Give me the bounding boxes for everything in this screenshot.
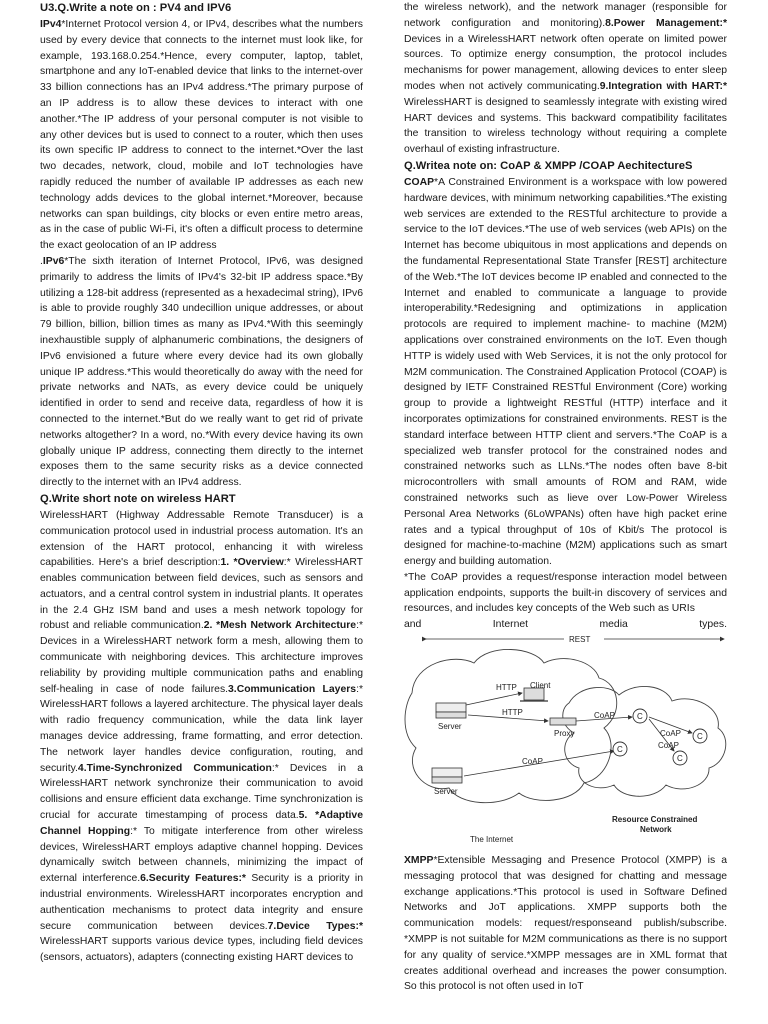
- hart-6-label: 6.Security Features:*: [140, 873, 246, 885]
- ipv6-paragraph: [40, 254, 363, 491]
- ipv6-text: *The sixth iteration of Internet Protocol, IPv6, was designed primarily to address the limits of IPv4's 32-bit IP address space.*By utilizing a 128-bit address (represented as a hexadecimal string), IPv6 is able to provide roughly 340 undecillion unique addresses, or about 79 billion, billion, billion times as many as IPv4.*With this seemingly inexhaustible supply of alphanumeric combinations, the designers of IPv6 envisioned a future where every device had its own globally unique IP address.*This would theoretically do away with the need for private networks and NATs, as every device could be uniquely identified in order to send and receive data, regardless of how it is connected to the internet.*But do we really want to get rid of private networks altogether? In a word, no.*With every device having its own globally unique IP address, connecting them directly to the internet exposes them to the same security risks as a device connected directly to the internet with an IPv4 address.: [40, 255, 363, 489]
- hart-7-text: WirelessHART supports various device types, including field devices (sensors, actuators), adapters (connecting existing HART devices to: [40, 936, 363, 964]
- label-node-c-1: C: [637, 712, 643, 722]
- hart-3-text: :* WirelessHART follows a layered architecture. The physical layer deals with radio frequency communication, while the data link layer manages device addressing, frame formatting, and error detection. The network layer handles device configuration, routing, and security.: [40, 683, 363, 774]
- hart-2-label: 2. *Mesh Network Architecture: [203, 620, 357, 632]
- label-coap-1: CoAP: [594, 711, 615, 721]
- hart-intro: WirelessHART (Highway Addressable Remote Transducer) is a communication protocol used in industrial process automation. It's an extension of the HART protocol, enhancing it with wireless capabilities. Here's a brief description:: [40, 509, 363, 569]
- coap-label: COAP: [404, 176, 435, 188]
- label-http-2: HTTP: [502, 708, 523, 718]
- hart-1-label: 1. *Overview: [220, 557, 284, 569]
- label-node-c-3: C: [677, 754, 683, 764]
- ipv6-prefix: .: [40, 255, 43, 267]
- coap-paragraph-2: [404, 570, 727, 617]
- label-http-1: HTTP: [496, 683, 517, 693]
- last-word-2: Internet: [492, 619, 529, 631]
- hart-8-text: Devices in a WirelessHART network often operate on limited power sources. To optimize energy consumption, the protocol includes mechanisms for power management, allowing devices to enter sleep modes when not actively communicating.: [404, 33, 727, 92]
- hart-6-text: Security is a priority in industrial environments. WirelessHART incorporates encryption and authentication mechanisms to protect data integrity and ensure secure communication between devices.: [40, 873, 363, 932]
- hart-9-text: WirelessHART is designed to seamlessly integrate with existing wired HART devices and systems. This backward compatibility facilitates the transition to wireless technology without requiring a complete overhaul of existing infrastructure.: [404, 96, 727, 156]
- hart-continued-text: the wireless network), and the network manager (responsible for network configuration and monitoring).: [404, 2, 727, 29]
- hart-1-text: :* WirelessHART enables communication between field devices, such as sensors and actuators, and a central control system in industrial plants. It operates in the 2.4 GHz ISM band and uses a mesh network topology for robust and reliable communication.: [40, 557, 364, 632]
- last-word-1: and: [404, 619, 422, 631]
- xmpp-label: XMPP: [404, 855, 434, 867]
- ipv6-label: IPv6: [42, 255, 65, 267]
- label-server-1: Server: [438, 722, 462, 732]
- right-column: [404, 0, 727, 995]
- heading-wireless-hart: Q.Write short note on wireless HART: [40, 492, 236, 505]
- coap-text-2: *The CoAP provides a request/response interaction model between application endpoints, supports the built-in discovery of services and resources, and includes key concepts of the Web such as URIs: [404, 571, 727, 615]
- hart-2-text: :* Devices in a WirelessHART network form a mesh, allowing them to communicate with neighboring devices. This architecture improves reliability by providing multiple communication paths and enabling self-healing in case of node failures.: [40, 620, 363, 695]
- label-rest: REST: [569, 635, 591, 645]
- left-column: [40, 0, 363, 966]
- hart-3-label: 3.Communication Layers: [228, 683, 357, 695]
- label-resource-constrained: Resource Constrained: [612, 815, 698, 825]
- heading-coap-xmpp: Q.Writea note on: CoAP & XMPP /COAP AechitectureS: [404, 159, 693, 172]
- label-client: Client: [530, 681, 551, 691]
- ipv4-label: IPv4: [40, 19, 62, 30]
- last-word-3: media: [599, 619, 628, 631]
- hart-9-label: 9.Integration with HART:*: [599, 80, 727, 92]
- hart-7-label: 7.Device Types:*: [267, 920, 363, 932]
- last-word-4: types.: [699, 619, 727, 631]
- hart-4-text: :* Devices in a WirelessHART network synchronize their communication to avoid collisions and ensure efficient data exchange. Time synchronization is crucial for accurate timestamping of process data.: [40, 762, 363, 822]
- label-coap-4: CoAP: [658, 741, 679, 751]
- label-coap-2: CoAP: [522, 757, 543, 767]
- heading-ipv4-ipv6: U3.Q.Write a note on : PV4 and IPV6: [40, 2, 232, 14]
- label-node-c-4: C: [617, 745, 623, 755]
- http-link-client: [466, 693, 522, 705]
- server-1-box: [436, 703, 466, 712]
- label-the-internet: The Internet: [470, 835, 514, 845]
- hart-continued-paragraph: [404, 0, 727, 158]
- coap-last-line: [404, 617, 727, 633]
- label-server-2: Server: [434, 787, 458, 797]
- coap-architecture-diagram: [404, 633, 727, 853]
- label-node-c-2: C: [697, 732, 703, 742]
- label-coap-3: CoAP: [660, 729, 681, 739]
- label-proxy: Proxy: [554, 729, 575, 739]
- label-network: Network: [640, 825, 672, 835]
- coap-text: *A Constrained Environment is a workspace with low powered hardware devices, with minimum networking capabilities.*The existing web services are extended to the RESTful architecture to provide a service to the IoT devices.*The use of web services (web APIs) on the Internet has become ubiquitous in most applications and depends on the fundamental Representational State Transfer [REST] architecture of the Web.*The IoT devices become IP enabled and connected to the Internet and enabled to communicate a language to provide interoperability.*Redesigning and optimizations in application protocols are required to implement machine- to machine (M2M) applications over constrained environments on the IoT. Even though HTTP is widely used with Web Services, it is not the only protocol for M2M communication. The Constrained Application Protocol (COAP) is designed by IETF Constrained RESTful Environment (Core) working group to provide a lightweight RESTful (HTTP) interface and it incorporates optimizations for constrained environments. REST is the standard interface between HTTP client and servers.*The CoAP is a specialized web transfer protocol for the constrained nodes and constrained networks such as LLNs.*The nodes often bave 8-bit microcontrollers with small amounts of ROM and RAM, wide constrained networks such as lieve over Low-Power Wireless Personal Area Networks (6LoWPANs) often have high packet erine rates and a typical throughput of 10s of Kbit/s The protocol is designed for machine-to-machine (M2M) applications such as smart energy and building automation.: [404, 176, 727, 568]
- hart-4-label: 4.Time-Synchronized Communication: [77, 762, 272, 774]
- xmpp-paragraph: [404, 853, 727, 995]
- proxy-box: [550, 718, 576, 725]
- coap-paragraph: [404, 175, 727, 570]
- ipv4-text: *Internet Protocol version 4, or IPv4, describes what the numbers used by every device that connects to the internet must look like, for example, 193.168.0.254.*Hence, every computer, laptop, tablet, smartphone and any IoT-enabled device that links to the internet-over 33 billion connections has an IPv4 address.*The primary purpose of an IP address is to allow these devices to interact with one another.*The IP address of your personal computer is not visible to any other devices but is used to connect to a router, which then uses its own specific IP address to connect to the internet.*Over the last two decades, network, cloud, mobile and IoT technologies have rapidly reduced the number of available IP addresses as each new technology adds devices to the global internet.*Moreover, because networks can span buildings, city blocks or even entire metro areas, as in the case of public Wi-Fi, it's often a difficult process to determine the exact geolocation of an IP address: [40, 19, 363, 252]
- hart-5-label: 5. *Adaptive Channel Hopping: [40, 810, 363, 837]
- server-2-box: [432, 768, 462, 777]
- hart-8-label: 8.Power Management:*: [605, 17, 727, 29]
- hart-5-text: :* To mitigate interference from other wireless devices, WirelessHART employs adaptive channel hopping. Devices dynamically switch between channels, minimizing the impact of external interference.: [40, 825, 363, 885]
- hart-paragraph: [40, 508, 363, 966]
- ipv4-paragraph: [40, 17, 363, 254]
- xmpp-text: *Extensible Messaging and Presence Protocol (XMPP) is a messaging protocol that was designed for chatting and message exchange applications.*This protocol is used in Software Defined Networks and JoT applications. XMPP supports both the communication models: request/responseand publish/subscribe. *XMPP is not suitable for M2M communications as there is no support for any quality of service.*XMPP messages are in XML format that creates additional overhead and increases the power consumption. So this protocol is not often used in IoT: [404, 855, 727, 993]
